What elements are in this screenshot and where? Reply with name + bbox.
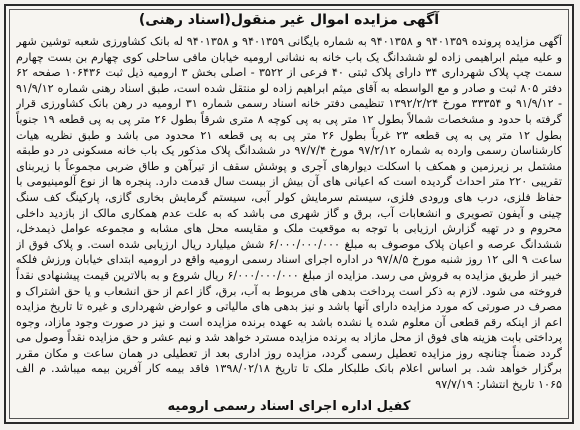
notice-title: آگهی مزایده اموال غیر منقول(اسناد رهنی) (138, 12, 440, 28)
auction-notice (4, 4, 574, 424)
notice-body: آگهی مزایده پرونده ۹۴۰۱۳۵۹ و ۹۴۰۱۳۵۸ به شماره بایگانی ۹۴۰۱۳۵۹ و ۹۴۰۱۳۵۸ له بانک کشاورزی شعبه توشین شهر و علیه میثم ابراهیمی زاده لو ششدانگ یک باب خانه به نشانی ارومیه خیابان مافی ساحلی کوی چهارم بن بست چهارم سمت چپ پلاک شهرداری ۳۴ دارای پلاک ثبتی ۴۰ فرعی از ۳۵۲۲ - اصلی بخش ۳ ارومیه ذیل ثبت ۱۰۶۴۳۶ صفحه ۶۲ دفتر ۸۰۵ ثبت و صادر و مع الواسطه به آقای میثم ابراهیم زاده لو منتقل شده است، طبق اسناد رهنی شماره ۹۱/۹/۱۲ - ۹۱/۹/۱۲ و ۳۳۳۵۴ مورخ ۱۳۹۲/۲/۲۴ تنظیمی دفتر خانه اسناد رسمی شماره ۳۱ ارومیه در رهن بانک کشاورزی قرار گرفته با حدود و مشخصات شمالاً بطول ۱۲ متر پی به پی کوچه ۸ متری شرقاً بطول ۲۶ متر پی به پی قطعه ۱۹ جنوباً بطول ۱۲ متر پی به پی قطعه ۲۳ غرباً بطول ۲۶ متر پی به پی قطعه ۲۱ محدود می باشد و طبق نظریه هیات کارشناسان رسمی وارده به شماره ۹۷/۲/۱۲ مورخ ۹۷/۷/۴ در ششدانگ پلاک مذکور یک باب خانه مسکونی در دو طبقه مشتمل بر زیرزمین و همکف با اسکلت دیوارهای آجری و پوشش سقف از تیرآهن و طاق ضربی مجموعاً با زیربنای تقریبی ۲۲۰ متر احداث گردیده است که اعیانی های آن بیش از بیست سال قدمت دارد. پنجره ها از نوع آلومینیومی با حفاظ فلزی، درب های ورودی فلزی، سیستم سرمایش کولر آبی، سیستم گرمایش بخاری گازی، پارکینگ کف سنگ چینی و آیفون تصویری و انشعابات آب، برق و گاز شهری می باشد که به علت عدم همکاری مالک از بازدید داخلی محروم و در تهیه گزارش ارزیابی با توجه به موقعیت ملک و مقایسه محل های مشابه و مجموعه عوامل ذیمدخل، ششدانگ عرصه و اعیان پلاک موصوف به مبلغ ۶/۰۰۰/۰۰۰/۰۰۰ شش میلیارد ریال ارزیابی شده است. و پلاک فوق از ساعت ۹ الی ۱۲ روز شنبه مورخ ۹۷/۸/۵ در اداره اجرای اسناد رسمی ارومیه واقع در ارومیه ابتدای خیابان ورزش فلکه خیبر از طریق مزایده به فروش می رسد. مزایده از مبلغ ۶/۰۰۰/۰۰۰/۰۰۰ ریال شروع و به بالاترین قیمت پیشنهادی نقداً فروخته می شود. لازم به ذکر است پرداخت بدهی های مربوط به آب، برق، گاز اعم از حق انشعاب و یا حق اشتراک و مصرف در صورتی که مورد مزایده دارای آنها باشد و نیز بدهی های مالیاتی و عوارض شهرداری و غیره تا تاریخ مزایده اعم از اینکه رقم قطعی آن معلوم شده یا نشده باشد به عهده برنده مزایده است و نیز در صورت وجود مازاد، وجوه پرداختی بابت هزینه های فوق از محل مازاد به برنده مزایده مسترد خواهد شد و نیم عشر و حق مزایده نقداً وصول می گردد ضمناً چنانچه روز مزایده تعطیل رسمی گردد، مزایده روز اداری بعد از تعطیلی در همان ساعت و مکان مقرر برگزار خواهد شد. بر اساس اعلام بانک طلبکار ملک تا تاریخ ۱۳۹۸/۰۲/۱۸ فاقد بیمه کار آفرین بیمه میباشد. م الف ۱۰۶۵ تاریخ انتشار: ۹۷/۷/۱۹ (16, 35, 562, 392)
notice-signature: کفیل اداره اجرای اسناد رسمی ارومیه (167, 399, 411, 414)
notice-frame (9, 9, 569, 419)
